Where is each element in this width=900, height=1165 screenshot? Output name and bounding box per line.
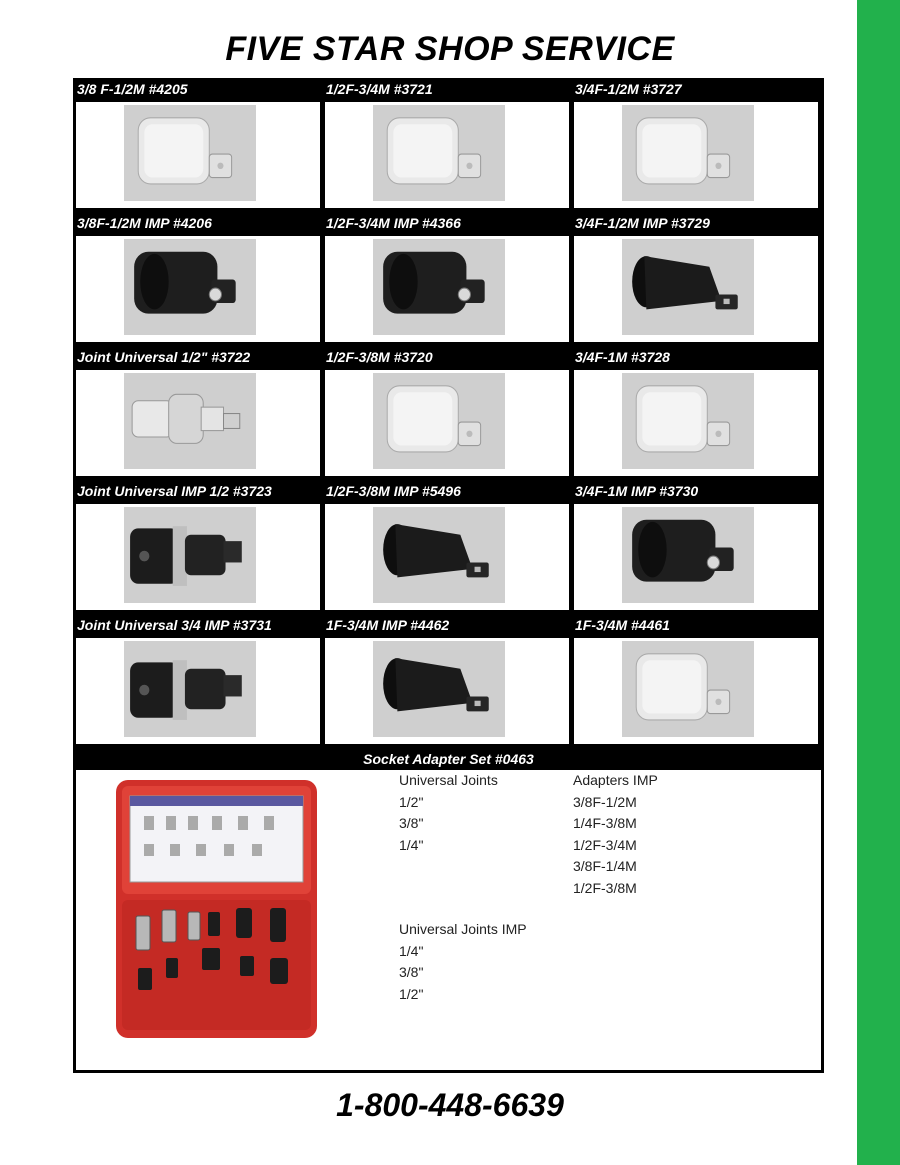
product-image-panel [574,638,818,744]
product-cell [73,480,323,614]
product-photo [373,105,505,201]
product-label: 1/2F-3/8M IMP #5496 [326,483,461,499]
product-label: 3/4F-1/2M #3727 [575,81,682,97]
product-cell [571,346,821,480]
universal-joint-item: 1/4" [399,836,424,853]
product-label: 1/2F-3/8M #3720 [326,349,433,365]
product-row [73,212,824,346]
product-photo [373,239,505,335]
adapters-imp-list [573,770,658,899]
product-cell [571,614,821,748]
product-label: 3/8F-1/2M IMP #4206 [77,215,212,231]
product-row [73,78,824,212]
product-label: Joint Universal 3/4 IMP #3731 [77,617,272,633]
universal-joint-item: 1/2" [399,793,424,810]
universal-joints-heading: Universal Joints [399,772,498,788]
product-image-panel [325,504,569,610]
product-photo [622,507,754,603]
product-photo [124,507,256,603]
adapter-imp-item: 3/8F-1/2M [573,793,637,810]
product-image-panel [76,370,320,476]
product-label: Joint Universal 1/2" #3722 [77,349,251,365]
adapter-imp-item: 1/4F-3/8M [573,815,637,831]
adapter-imp-item: 1/2F-3/8M [573,879,637,896]
product-cell [322,614,572,748]
universal-joints-imp-list [399,919,527,1005]
product-cell [322,212,572,346]
product-image-panel [76,638,320,744]
universal-joint-item: 3/8" [399,815,424,831]
product-photo [622,373,754,469]
product-label: 1/2F-3/4M #3721 [326,81,433,97]
product-cell [322,78,572,212]
product-image-panel [574,236,818,342]
product-cell [73,614,323,748]
product-image-panel [76,236,320,342]
universal-joint-imp-item: 1/4" [399,942,424,959]
product-image-panel [574,370,818,476]
product-image-panel [574,102,818,208]
product-label: 1F-3/4M #4461 [575,617,670,633]
socket-set-panel [76,770,821,1070]
product-photo [373,641,505,737]
product-image-panel [325,102,569,208]
socket-set-case-image [114,778,319,1040]
product-photo [124,239,256,335]
product-photo [124,641,256,737]
product-photo [373,373,505,469]
product-label: 3/4F-1/2M IMP #3729 [575,215,710,231]
product-cell [571,212,821,346]
product-row [73,346,824,480]
product-image-panel [325,236,569,342]
universal-joints-imp-heading: Universal Joints IMP [399,921,527,937]
product-label: 1/2F-3/4M IMP #4366 [326,215,461,231]
product-image-panel [76,504,320,610]
product-photo [622,641,754,737]
universal-joint-imp-item: 1/2" [399,985,424,1002]
product-row [73,480,824,614]
green-side-bar [857,0,900,1165]
adapter-imp-item: 3/8F-1/4M [573,858,637,874]
product-image-panel [325,638,569,744]
page-title: FIVE STAR SHOP SERVICE [225,30,675,68]
socket-set-label: Socket Adapter Set #0463 [363,751,534,767]
product-label: 3/4F-1M IMP #3730 [575,483,699,499]
product-cell [73,212,323,346]
universal-joint-imp-item: 3/8" [399,964,424,980]
product-cell [322,346,572,480]
product-cell [73,346,323,480]
adapter-imp-item: 1/2F-3/4M [573,836,637,853]
product-cell [73,78,323,212]
product-label: 1F-3/4M IMP #4462 [326,617,450,633]
product-photo [622,239,754,335]
product-image-panel [574,504,818,610]
product-photo [373,507,505,603]
product-label: Joint Universal IMP 1/2 #3723 [77,483,272,499]
product-cell [571,78,821,212]
product-photo [124,105,256,201]
product-row [73,614,824,748]
product-label: 3/8 F-1/2M #4205 [77,81,188,97]
product-cell [322,480,572,614]
product-cell [571,480,821,614]
product-image-panel [325,370,569,476]
universal-joints-list [399,770,498,856]
phone-number: 1-800-448-6639 [336,1087,564,1123]
product-catalog [73,78,824,1073]
product-photo [124,373,256,469]
product-image-panel [76,102,320,208]
adapters-imp-heading: Adapters IMP [573,772,658,788]
product-label: 3/4F-1M #3728 [575,349,670,365]
product-photo [622,105,754,201]
